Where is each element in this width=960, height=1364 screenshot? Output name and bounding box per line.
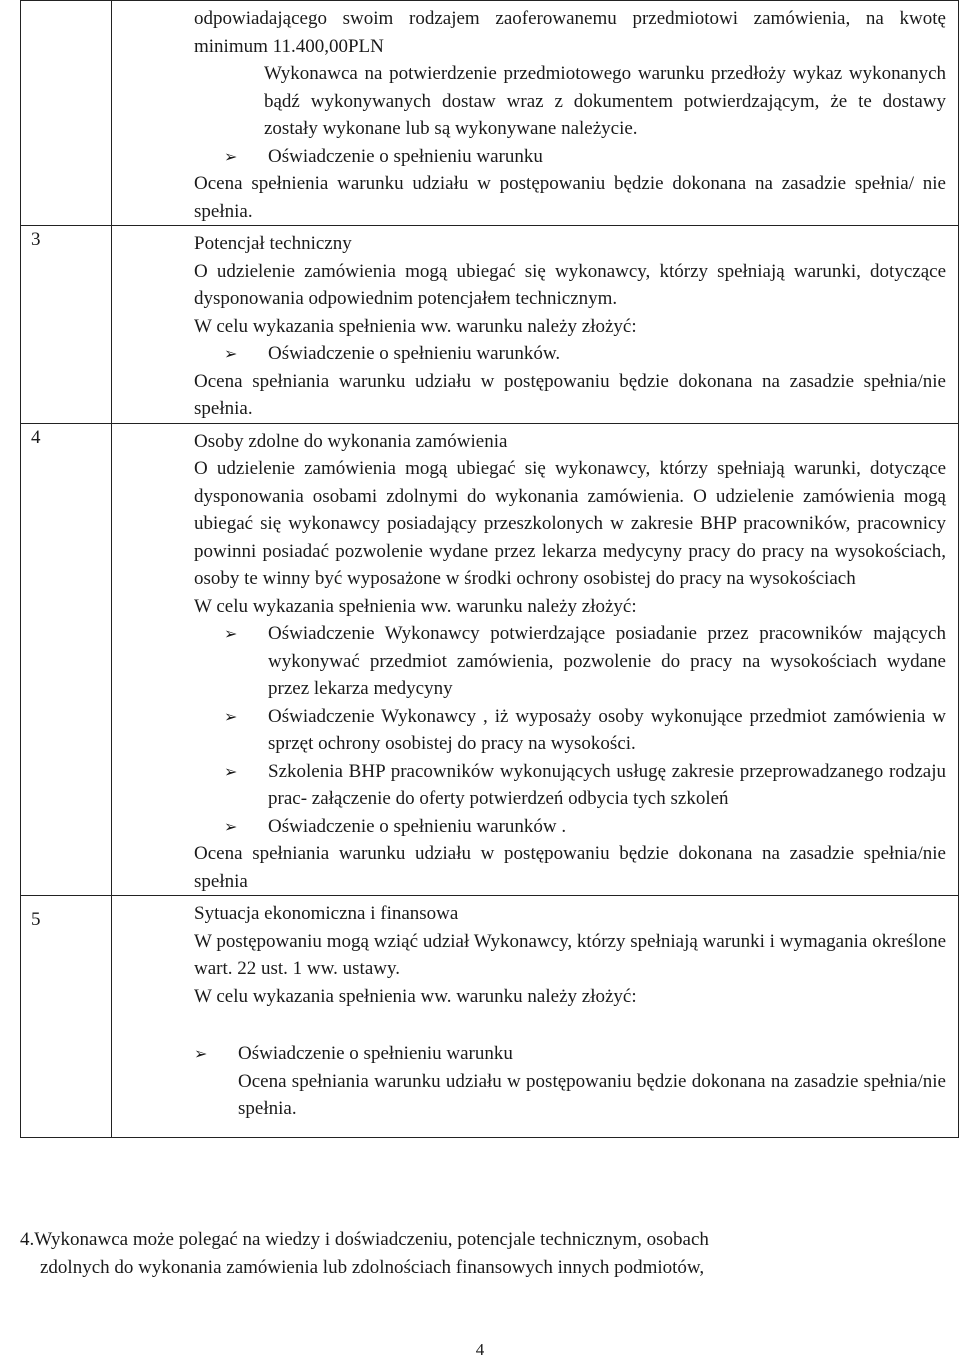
instruction-text: W celu wykazania spełnienia ww. warunku należy złożyć: <box>194 985 637 1007</box>
row-body-cell <box>112 1 959 226</box>
row-body-cell <box>112 423 959 896</box>
evaluation-text: Ocena spełniania warunku udziału w postępowaniu będzie dokonana na zasadzie spełnia/nie spełnia. <box>238 1070 946 1119</box>
row-number-cell <box>21 226 112 424</box>
instruction-text: W celu wykazania spełnienia ww. warunku należy złożyć: <box>194 315 637 337</box>
arrow-bullet-icon: ➢ <box>224 344 238 363</box>
instruction-text: W celu wykazania spełnienia ww. warunku należy złożyć: <box>194 595 637 617</box>
table-row <box>21 1 959 226</box>
row-number: 5 <box>31 909 41 930</box>
table-row <box>21 226 959 424</box>
row-number-cell <box>21 423 112 896</box>
table-row <box>21 896 959 1138</box>
row-number-cell <box>21 896 112 1138</box>
continuation-text: odpowiadającego swoim rodzajem zaoferowanemu przedmiotowi zamówienia, na kwotę minimum 11.400,00PLN <box>194 8 946 57</box>
row-text: O udzielenie zamówienia mogą ubiegać się wykonawcy, którzy spełniają warunki, dotyczące dysponowania odpowiednim potencjałem technicznym. <box>194 260 946 309</box>
evaluation-text: Ocena spełnienia warunku udziału w postępowaniu będzie dokonana na zasadzie spełnia/ nie spełnia. <box>194 173 946 222</box>
row-title: Osoby zdolne do wykonania zamówienia <box>194 430 508 452</box>
row-body-cell <box>112 896 959 1138</box>
bullet-item: ➢ Oświadczenie o spełnieniu warunku <box>224 143 946 171</box>
row-body-cell <box>112 226 959 424</box>
row-title: Potencjał techniczny <box>194 233 352 254</box>
section-4-line: 4.Wykonawca może polegać na wiedzy i doświadczeniu, potencjale technicznym, osobach <box>20 1229 709 1250</box>
bullet-item: ➢ Oświadczenie o spełnieniu warunków. <box>224 340 946 368</box>
section-4-line: zdolnych do wykonania zamówienia lub zdolnościach finansowych innych podmiotów, <box>40 1256 705 1278</box>
row-number: 3 <box>31 229 41 250</box>
continuation-text: Wykonawca na potwierdzenie przedmiotowego warunku przedłoży wykaz wykonanych bądź wykonywanych dostaw wraz z dokumentem potwierdzającym, że te dostawy zostały wykonane lub są wykonywane należycie. <box>264 63 946 139</box>
arrow-bullet-icon: ➢ <box>224 624 238 643</box>
bullet-item: ➢ Oświadczenie Wykonawcy , iż wyposaży osoby wykonujące przedmiot zamówienia w sprzęt ochrony osobistej do pracy na wysokości. <box>224 703 946 758</box>
arrow-bullet-icon: ➢ <box>194 1044 208 1063</box>
arrow-bullet-icon: ➢ <box>224 706 238 726</box>
arrow-bullet-icon: ➢ <box>224 816 238 836</box>
bullet-item: ➢ Szkolenia BHP pracowników wykonujących usługę zakresie przeprowadzanego rodzaju prac- załączenie do oferty potwierdzeń odbycia tych szkoleń <box>224 758 946 813</box>
arrow-bullet-icon: ➢ <box>224 146 238 166</box>
section-4 <box>20 1226 950 1281</box>
evaluation-text: Ocena spełniania warunku udziału w postępowaniu będzie dokonana na zasadzie spełnia/nie spełnia <box>194 843 946 892</box>
row-text: O udzielenie zamówienia mogą ubiegać się wykonawcy, którzy spełniają warunki, dotyczące dysponowania osobami zdolnymi do wykonania zamówienia. O udzielenie zamówienia mogą ubiegać się wykonawcy posiadający przeszkolonych w zakresie BHP pracowników, pracownicy powinni posiadać pozwolenie wydane przez lekarza medycyny pracy do pracy na wysokościach, osoby te winny być wyposażone w środki ochrony osobistej do pracy na wysokościach <box>194 458 946 589</box>
evaluation-text: Ocena spełniania warunku udziału w postępowaniu będzie dokonana na zasadzie spełnia/nie spełnia. <box>194 370 946 419</box>
row-text: W postępowaniu mogą wziąć udział Wykonawcy, którzy spełniają warunki i wymagania określone wart. 22 ust. 1 ww. ustawy. <box>194 930 946 979</box>
bullet-item: ➢ Oświadczenie Wykonawcy potwierdzające posiadanie przez pracowników mających wykonywać przedmiot zamówienia, pozwolenie do pracy na wysokościach wydane przez lekarza medycyny <box>224 620 946 703</box>
row-number-cell <box>21 1 112 226</box>
requirements-table <box>20 0 959 1138</box>
arrow-bullet-icon: ➢ <box>224 761 238 781</box>
row-title: Sytuacja ekonomiczna i finansowa <box>194 903 459 924</box>
table-row <box>21 423 959 896</box>
bullet-item: ➢ Oświadczenie o spełnieniu warunku <box>194 1040 946 1068</box>
bullet-item: ➢ Oświadczenie o spełnieniu warunków . <box>224 813 946 841</box>
page-number: 4 <box>475 1340 485 1359</box>
row-number: 4 <box>31 426 41 448</box>
